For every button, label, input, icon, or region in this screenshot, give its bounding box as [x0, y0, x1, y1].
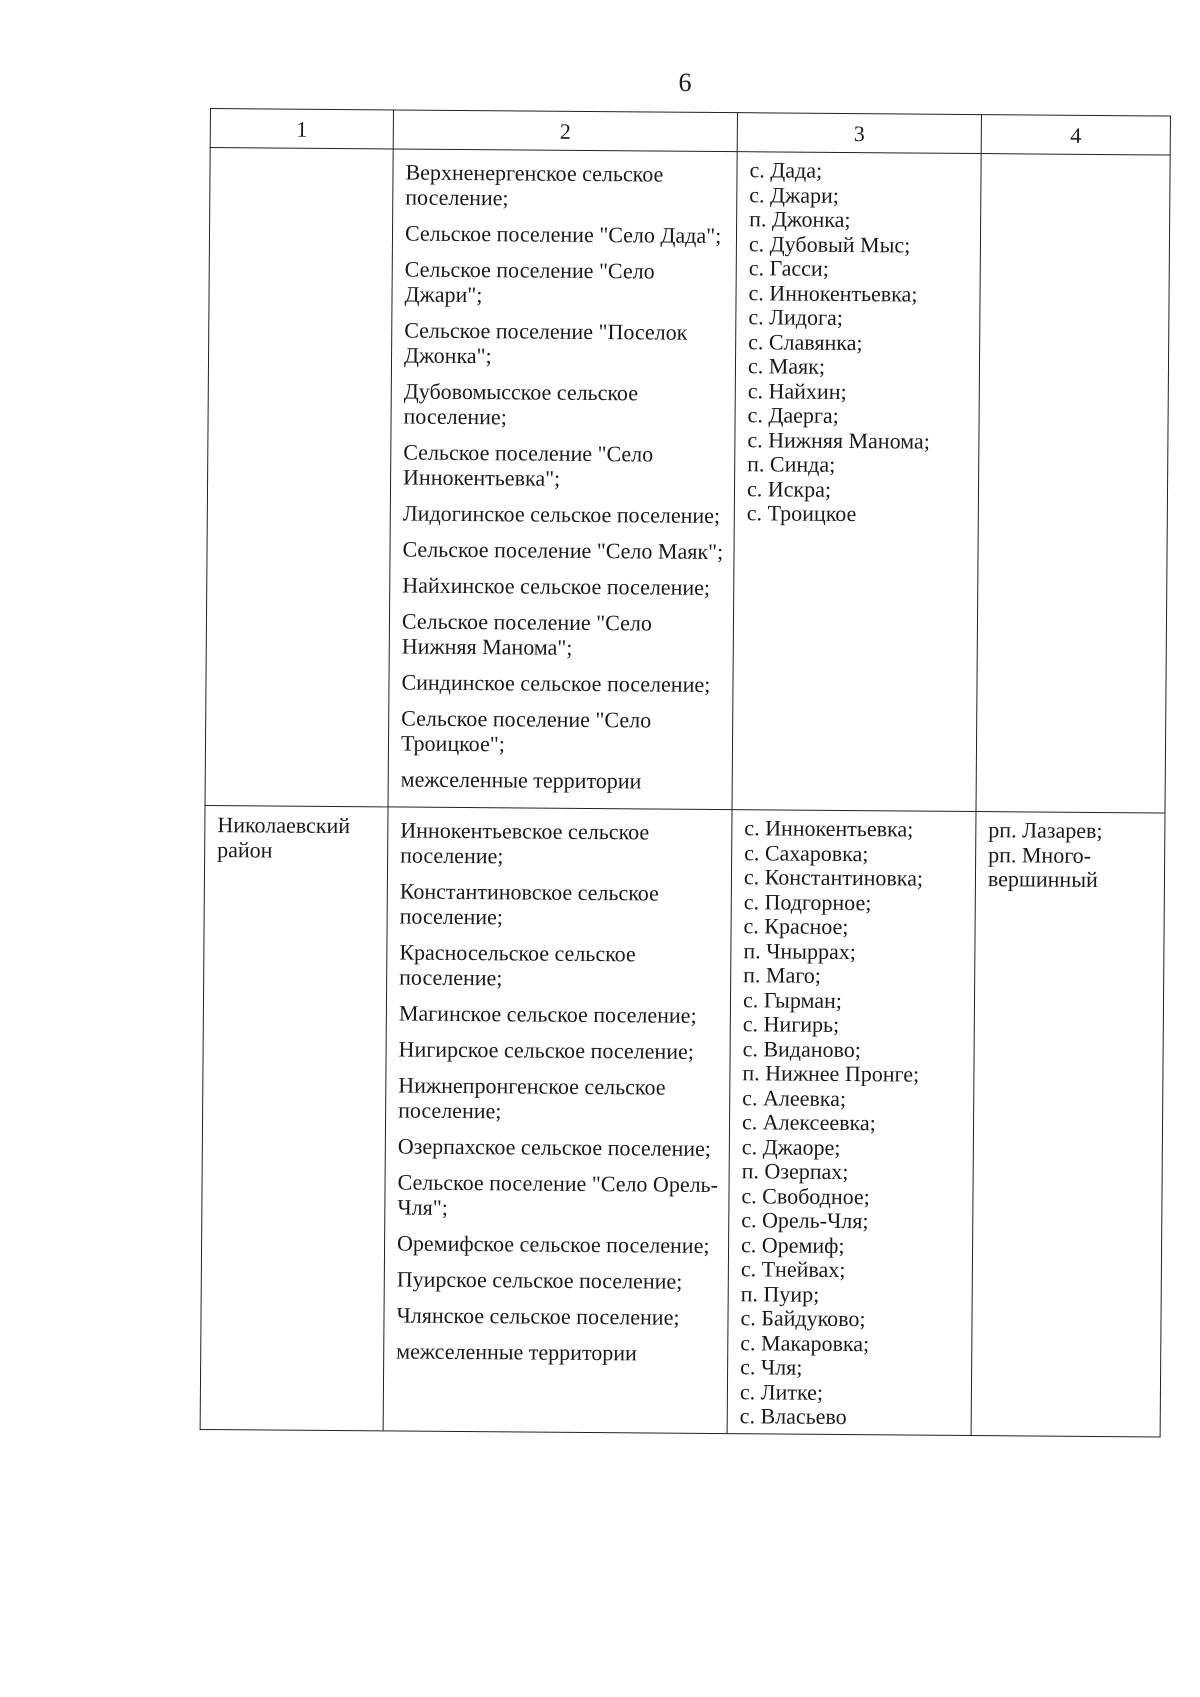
settlement-item: Верхненергенское сельское поселение;	[405, 159, 664, 211]
locality-item: п. Джонка;	[749, 206, 851, 233]
settlement-item: Магинское сельское поселение;	[398, 1000, 697, 1028]
locality-item: с. Иннокентьевка;	[744, 815, 914, 842]
settlement-item: Сельское поселение "Село Орель-Чля";	[397, 1169, 719, 1220]
locality-item: с. Нигирь;	[742, 1011, 840, 1037]
settlements-cell	[388, 149, 737, 810]
settlement-item: Нигирское сельское поселение;	[398, 1036, 695, 1064]
locality-item: с. Иннокентьевка;	[748, 279, 918, 307]
district-cell	[205, 148, 393, 807]
urban-settlements-cell	[971, 812, 1165, 1437]
settlement-item: Сельское поселение "Село Нижняя Манома";	[401, 608, 653, 660]
locality-item: с. Дубовый Мыс;	[748, 230, 911, 258]
settlement-item: Члянское сельское поселение;	[396, 1302, 680, 1330]
locality-item: с. Гырман;	[742, 986, 843, 1013]
column-header-2: 2	[393, 110, 737, 152]
locality-item: с. Байдуково;	[740, 1305, 866, 1332]
locality-item: с. Нижняя Манома;	[747, 426, 930, 454]
locality-item: с. Джари;	[749, 181, 840, 208]
settlement-item: Озерпахское сельское поселение;	[397, 1133, 712, 1161]
locality-item: п. Синда;	[747, 451, 836, 477]
locality-item: с. Власьево	[739, 1403, 847, 1430]
district-cell: Николаевский район	[200, 805, 388, 1430]
locality-item: с. Виданово;	[742, 1035, 862, 1062]
locality-item: п. Озерпах;	[741, 1158, 849, 1185]
settlement-item: Сельское поселение "Село Троицкое";	[400, 705, 652, 757]
locality-item: с. Дада;	[749, 157, 823, 183]
settlement-item: Синдинское сельское поселение;	[401, 669, 711, 697]
settlement-item: Дубовомысское сельское поселение;	[403, 378, 639, 430]
urban-settlement-item: рп. Лазарев;	[988, 817, 1103, 844]
municipal-table	[200, 108, 1171, 1437]
settlement-item: межселенные территории	[396, 1338, 637, 1366]
settlement-item: Красносельское сельское поселение;	[399, 939, 636, 991]
settlement-item: Нижнепронгенское сельское поселение;	[398, 1072, 666, 1124]
locality-item: с. Литке;	[739, 1378, 824, 1405]
locality-item: с. Алексеевка;	[741, 1109, 876, 1136]
locality-item: п. Маго;	[743, 962, 821, 988]
settlement-item: межселенные территории	[400, 766, 642, 794]
page-number: 6	[678, 68, 692, 97]
settlements-cell	[383, 807, 732, 1433]
locality-item: с. Оремиф;	[740, 1231, 845, 1258]
table-row	[205, 148, 1170, 814]
settlement-item: Сельское поселение "Поселок Джонка";	[403, 317, 688, 369]
locality-item: с. Троицкое	[746, 500, 857, 527]
settlement-item: Константиновское сельское поселение;	[399, 878, 659, 930]
locality-item: п. Пуир;	[740, 1280, 820, 1307]
locality-item: п. Чныррах;	[743, 937, 857, 964]
column-header-3: 3	[737, 113, 981, 154]
settlement-item: Сельское поселение "Село Иннокентьевка";	[403, 439, 654, 491]
locality-item: с. Чля;	[740, 1354, 803, 1380]
localities-cell	[732, 152, 981, 812]
settlement-item: Пуирское сельское поселение;	[396, 1266, 683, 1294]
locality-item: с. Константиновка;	[743, 864, 924, 891]
locality-item: с. Искра;	[746, 475, 832, 502]
settlement-item: Сельское поселение "Село Маяк";	[402, 536, 724, 565]
column-header-1: 1	[210, 109, 393, 149]
locality-item: с. Орель-Чля;	[741, 1207, 869, 1234]
settlement-item: Иннокентьевское сельское поселение;	[400, 817, 650, 869]
locality-item: с. Славянка;	[748, 328, 863, 355]
locality-item: с. Джаоре;	[741, 1133, 841, 1160]
locality-item: с. Свободное;	[741, 1182, 870, 1209]
table-row	[200, 805, 1165, 1436]
settlement-item: Лидогинское сельское поселение;	[402, 500, 721, 529]
urban-settlement-item: рп. Много-вершинный	[987, 841, 1098, 892]
localities-cell	[727, 810, 976, 1435]
urban-settlements-cell	[976, 154, 1170, 813]
locality-item: с. Красное;	[743, 913, 849, 940]
locality-item: с. Подгорное;	[743, 888, 872, 915]
settlement-item: Найхинское сельское поселение;	[402, 572, 711, 600]
locality-item: с. Даерга;	[747, 402, 839, 428]
settlement-item: Сельское поселение "Село Дада";	[404, 220, 722, 249]
locality-item: с. Макаровка;	[740, 1329, 870, 1356]
settlement-item: Сельское поселение "Село Джари";	[404, 256, 655, 308]
locality-item: с. Маяк;	[747, 353, 826, 379]
locality-item: с. Тнейвах;	[740, 1256, 846, 1283]
locality-item: с. Алеевка;	[742, 1084, 847, 1111]
locality-item: с. Найхин;	[747, 377, 847, 404]
locality-item: с. Сахаровка;	[744, 839, 869, 866]
locality-item: с. Лидога;	[748, 304, 844, 330]
column-header-4: 4	[981, 115, 1170, 155]
locality-item: п. Нижнее Пронге;	[742, 1060, 920, 1087]
settlement-item: Оремифское сельское поселение;	[396, 1230, 710, 1258]
locality-item: с. Гасси;	[748, 255, 829, 281]
